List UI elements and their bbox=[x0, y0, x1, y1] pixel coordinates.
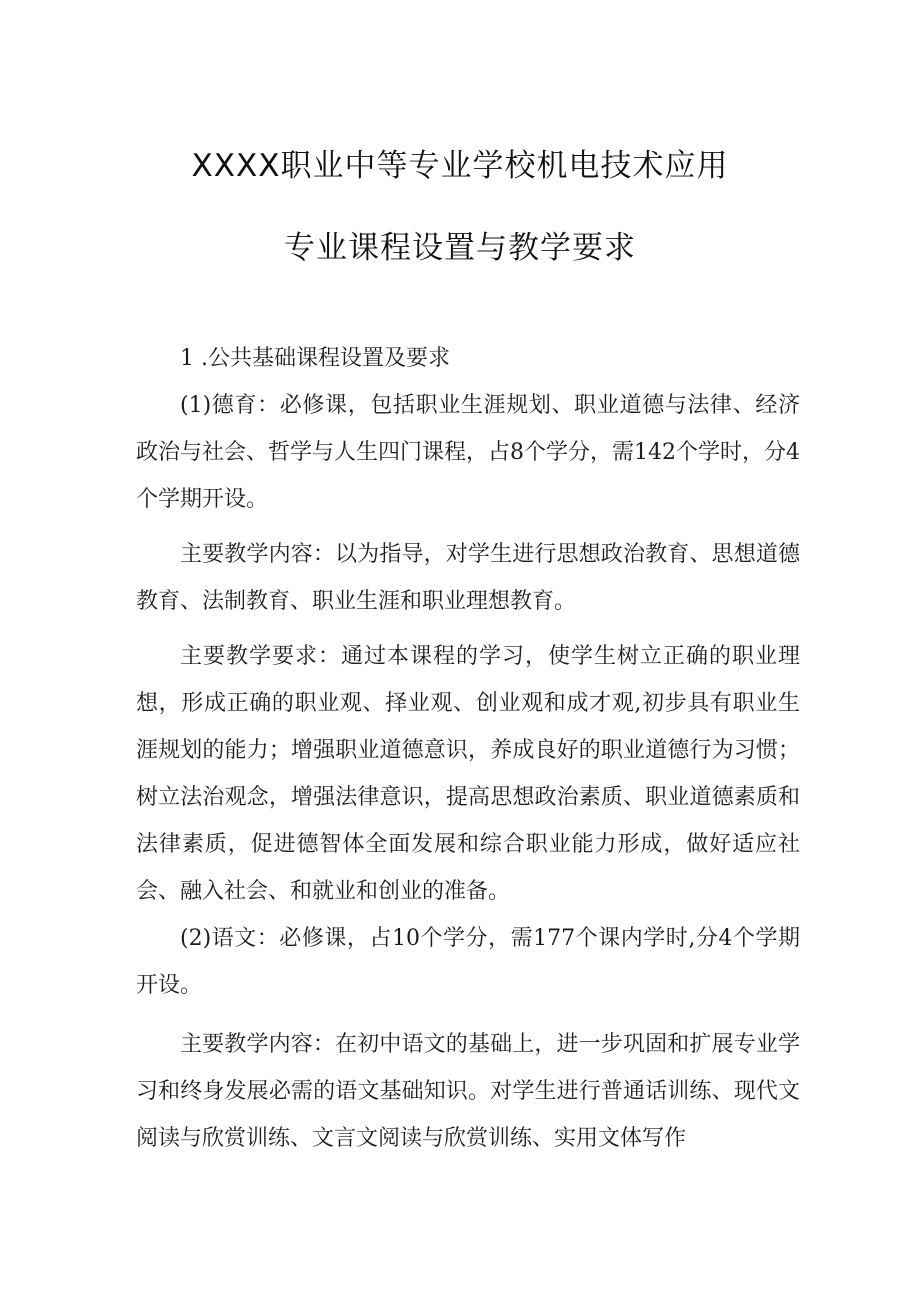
document-title-line-1: XXXX职业中等专业学校机电技术应用 bbox=[191, 148, 729, 184]
document-body bbox=[136, 335, 800, 1162]
document-title-line-2: 专业课程设置与教学要求 bbox=[284, 230, 636, 266]
paragraph: 主要教学要求：通过本课程的学习，使学生树立正确的职业理想，形成正确的职业观、择业观、创业观和成才观,初步具有职业生涯规划的能力；增强职业道德意识，养成良好的职业道德行为习惯；树立法治观念，增强法律意识，提高思想政治素质、职业道德素质和法律素质，促进德智体全面发展和综合职业能力形成，做好适应社会、融入社会、和就业和创业的准备。 bbox=[136, 644, 800, 904]
paragraph: 主要教学内容：在初中语文的基础上，进一步巩固和扩展专业学习和终身发展必需的语文基础知识。对学生进行普通话训练、现代文阅读与欣赏训练、文言文阅读与欣赏训练、实用文体写作 bbox=[136, 1032, 800, 1151]
section-heading: 1 .公共基础课程设置及要求 bbox=[180, 346, 450, 371]
paragraph: (2)语文：必修课，占10个学分，需177个课内学时,分4个学期开设。 bbox=[136, 926, 800, 998]
paragraph: (1)德育：必修课，包括职业生涯规划、职业道德与法律、经济政治与社会、哲学与人生四门课程，占8个学分，需142个学时，分4个学期开设。 bbox=[136, 393, 800, 512]
paragraph: 主要教学内容：以为指导，对学生进行思想政治教育、思想道德教育、法制教育、职业生涯和职业理想教育。 bbox=[136, 542, 800, 614]
